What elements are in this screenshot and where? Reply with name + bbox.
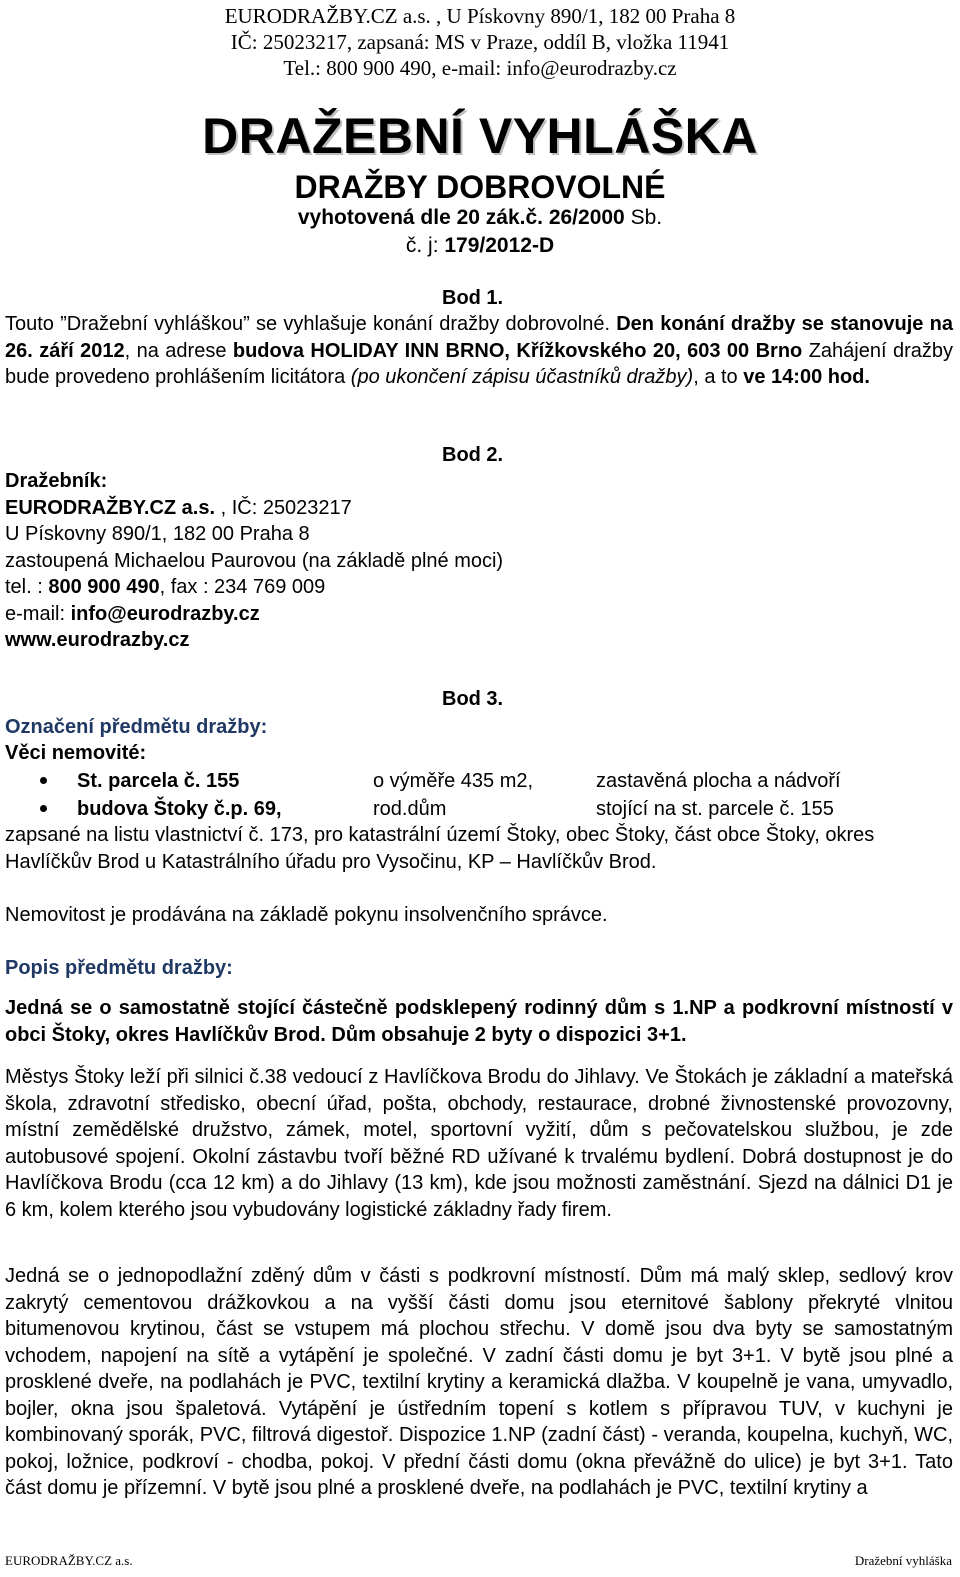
property-item-2-name: budova Štoky č.p. 69, (77, 798, 282, 820)
location-description: Městys Štoky leží při silnici č.38 vedoucí z Havlíčkova Brodu do Jihlavy. Ve Štokách je základní a mateřská škola, zdravotní středisko, obecní úřad, pošta, obchody, restaurace, drobné živnostenské provozovny, místní zemědělské družstvo, zámek, motel, sportovní vyžití, dům s pečovatelskou službou, je zde autobusové spojení. Okolní zástavbu tvoří běžné RD užívané k trvalému bydlení. Dobrá dostupnost je do Havlíčkova Brodu (cca 12 km) a do Jihlavy (13 km), kde jsou možnosti zaměstnání. Sjezd na dálnici D1 je 6 km, kolem kterého jsou vybudovány logistické základny řady firem. (5, 1066, 953, 1221)
header-contact-line: Tel.: 800 900 490, e-mail: info@eurodrazby.cz (283, 56, 677, 80)
fax-number: , fax : 234 769 009 (159, 576, 326, 598)
bullet-icon (40, 777, 47, 784)
case-number-value: 179/2012-D (444, 234, 555, 257)
document-title: DRAŽEBNÍ VYHLÁŠKA (202, 108, 758, 164)
case-number-prefix: č. j: (405, 234, 445, 257)
section-2-heading: Bod 2. (442, 444, 504, 466)
description-label: Popis předmětu dražby: (5, 957, 233, 979)
case-number (0, 233, 960, 259)
phone-number: 800 900 490 (48, 576, 160, 598)
footer-company: EURODRAŽBY.CZ a.s. (5, 1553, 133, 1568)
property-item-1-type: zastavěná plocha a nádvoří (596, 770, 841, 792)
law-suffix: Sb. (624, 206, 663, 229)
auctioneer-email-line (5, 601, 953, 628)
auctioneer-representative: zastoupená Michaelou Paurovou (na základě plné moci) (5, 549, 504, 572)
email-label: e-mail: (5, 602, 71, 625)
section-2-details (5, 468, 953, 654)
website-link[interactable]: www.eurodrazby.cz (5, 629, 190, 651)
footer-document-name: Dražební vyhláška (854, 1553, 952, 1568)
header-company-line: EURODRAŽBY.CZ a.s. , U Pískovny 890/1, 182 00 Praha 8 (224, 4, 736, 28)
auctioneer-ic: , IČ: 25023217 (215, 496, 352, 519)
phone-label: tel. : (5, 576, 49, 598)
bullet-icon (40, 805, 47, 812)
auctioneer-phone-line (5, 574, 953, 601)
property-item-2-location: stojící na st. parcele č. 155 (596, 798, 834, 820)
auction-time: ve 14:00 hod. (743, 366, 870, 388)
house-description: Jedná se o jednopodlažní zděný dům v části s podkrovní místností. Dům má malý sklep, sedlový krov zakrytý cementovou drážkovkou a na vyšší části domu jsou eternitové šablony překryté vlnitou bitumenovou krytinou, část se vstupem má plochou střechu. V domě jsou dva byty se samostatným vchodem, napojení na sítě a vytápění je společné. V zadní části domu je byt 3+1. V bytě jsou plné a prosklené dveře, na podlahách je PVC, textilní krytiny a keramická dlažba. V koupelně je vana, umyvadlo, bojler, okna jsou špaletová. Vytápění je ústředním topení s kotlem s přípravou TUV, v kuchyni je kombinovaný sporák, PVC, filtrová digestoř. Dispozice 1.NP (zadní část) - veranda, koupelna, kuchyň, WC, pokoj, ložnice, podkroví - chodba, pokoj. V přední části domu (okna převážně do ulice) je byt 3+1. Tato část domu je přízemní. V bytě jsou plné a prosklené dveře, na podlahách je PVC, textilní krytiny a (5, 1265, 953, 1499)
header-registration-line: IČ: 25023217, zapsaná: MS v Praze, oddíl B, vložka 11941 (230, 30, 730, 54)
auctioneer-label: Dražebník: (5, 470, 108, 492)
auctioneer-company-line (5, 495, 953, 522)
bod1-time-prefix: , a to (693, 366, 744, 388)
bod1-start-text: Zahájení dražby bude provedeno prohlášením licitátora (5, 339, 953, 388)
property-summary: Jedná se o samostatně stojící částečně podsklepený rodinný dům s 1.NP a podkrovní místností v obci Štoky, okres Havlíčkův Brod. Dům obsahuje 2 byty o dispozici 3+1. (5, 997, 953, 1046)
law-prefix: vyhotovená dle (297, 206, 457, 229)
document-subtitle: DRAŽBY DOBROVOLNÉ (294, 169, 666, 205)
section-1-heading: Bod 1. (442, 287, 504, 309)
land-registry-text: zapsané na listu vlastnictví č. 173, pro katastrální území Štoky, obec Štoky, část obce Štoky, okres Havlíčkův Brod u Katastrálního úřadu pro Vysočinu, KP – Havlíčkův Brod. (5, 824, 875, 873)
email-address[interactable]: info@eurodrazby.cz (70, 602, 260, 625)
auction-subject-label: Označení předmětu dražby: (5, 716, 268, 738)
section-1-text (5, 311, 953, 391)
auctioneer-company: EURODRAŽBY.CZ a.s. (5, 496, 216, 519)
bod1-intro: Touto ”Dražební vyhláškou” se vyhlašuje konání dražby dobrovolné. (5, 313, 617, 335)
auction-venue: budova HOLIDAY INN BRNO, Křížkovského 20, 603 00 Brno (232, 339, 803, 362)
auctioneer-address: U Pískovny 890/1, 182 00 Praha 8 (5, 523, 310, 545)
section-3-heading: Bod 3. (442, 688, 504, 710)
auction-date: Den konání dražby se stanovuje na 26. září 2012 (5, 313, 953, 362)
bod1-start-note: (po ukončení zápisu účastníků dražby) (350, 366, 694, 388)
property-item-1-name: St. parcela č. 155 (77, 770, 240, 792)
law-number: 20 zák.č. 26/2000 (456, 206, 625, 229)
real-estate-label: Věci nemovité: (5, 742, 147, 764)
bod1-address-prefix: , na adrese (124, 339, 233, 362)
property-item-2-type: rod.dům (373, 798, 447, 820)
insolvency-note: Nemovitost je prodávána na základě pokynu insolvenčního správce. (5, 904, 608, 926)
property-item-1-area: o výměře 435 m2, (373, 770, 534, 792)
law-reference (0, 205, 960, 231)
